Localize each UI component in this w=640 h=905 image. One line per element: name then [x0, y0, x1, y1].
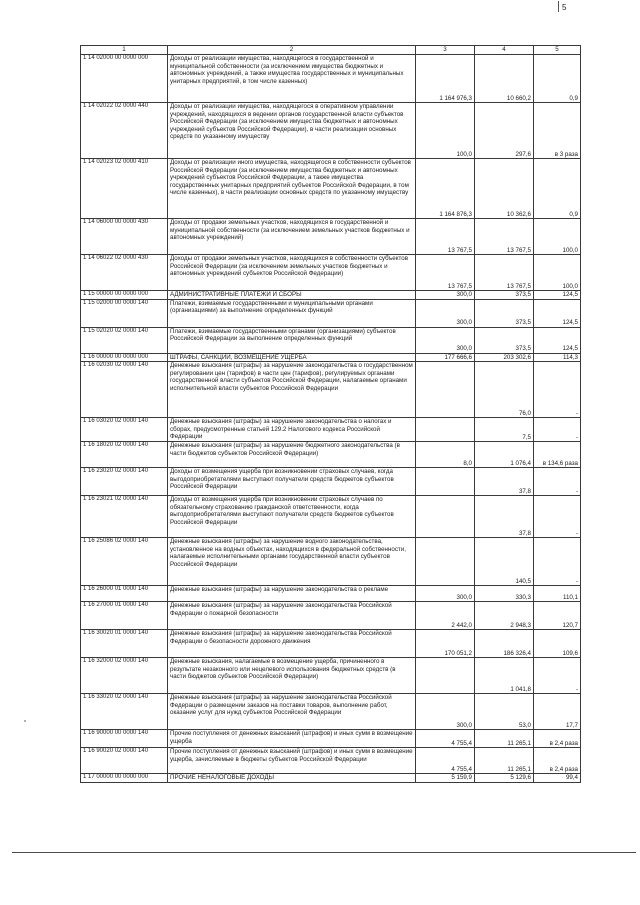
row-plan-value	[416, 468, 475, 496]
table-row	[81, 586, 581, 602]
row-actual-value: 1 076,4	[475, 442, 534, 468]
row-code: 1 14 02023 02 0000 410	[81, 159, 168, 219]
row-actual-value: 37,8	[475, 496, 534, 538]
header-col-5: 5	[534, 46, 581, 55]
table-row	[81, 658, 581, 694]
row-actual-value: 13 767,5	[475, 219, 534, 255]
row-plan-value: 300,0	[416, 291, 475, 300]
row-plan-value	[416, 418, 475, 442]
row-actual-value: 37,8	[475, 468, 534, 496]
row-percent: 17,7	[534, 694, 581, 730]
row-code: 1 14 02022 02 0000 440	[81, 103, 168, 159]
row-name: Денежные взыскания (штрафы) за нарушение законодательства Российской Федерации о размещении заказов на поставки товаров, выполнение работ, оказание услуг для нужд субъектов Российской Федерации	[168, 694, 416, 730]
row-code: 1 15 00000 00 0000 000	[81, 291, 168, 300]
row-percent: -	[534, 418, 581, 442]
row-name: Денежные взыскания (штрафы) за нарушение законодательства Российской Федерации о безопасности дорожного движения	[168, 630, 416, 658]
row-percent: 100,0	[534, 255, 581, 291]
page-number-mark	[558, 1, 559, 12]
header-col-1: 1	[81, 46, 168, 55]
row-percent: -	[534, 468, 581, 496]
row-actual-value: 13 767,5	[475, 255, 534, 291]
row-code: 1 14 06000 00 0000 430	[81, 219, 168, 255]
row-name: Денежные взыскания (штрафы) за нарушение законодательства о налогах и сборах, предусмотренные статьей 129.2 Налогового кодекса Российской Федерации	[168, 418, 416, 442]
row-name: АДМИНИСТРАТИВНЫЕ ПЛАТЕЖИ И СБОРЫ	[168, 291, 416, 300]
row-code: 1 17 00000 00 0000 000	[81, 774, 168, 783]
table-row	[81, 694, 581, 730]
row-percent: 124,5	[534, 327, 581, 353]
row-code: 1 15 02000 00 0000 140	[81, 299, 168, 327]
table-row	[81, 103, 581, 159]
row-name: Денежные взыскания (штрафы) за нарушение законодательства о государственном регулировании цен (тарифов) в части цен (тарифов), регулируемых органами государственной власти субъектов Российской Федерации, налагаемые органами исполнительной власти субъектов Российской Федерации	[168, 362, 416, 418]
row-code: 1 14 02000 00 0000 000	[81, 55, 168, 103]
row-percent: 99,4	[534, 774, 581, 783]
table-row	[81, 291, 581, 300]
row-plan-value: 5 159,9	[416, 774, 475, 783]
row-code: 1 16 18020 02 0000 140	[81, 442, 168, 468]
row-code: 1 16 27000 01 0000 140	[81, 602, 168, 630]
row-plan-value	[416, 658, 475, 694]
row-name: Доходы от реализации имущества, находящегося в государственной и муниципальной собственности (за исключением имущества бюджетных и автономных учреждений, а также имущества государственных и муниципальных унитарных предприятий, в том числе казенных)	[168, 55, 416, 103]
row-actual-value: 373,5	[475, 291, 534, 300]
row-actual-value: 11 265,1	[475, 748, 534, 774]
table-row	[81, 630, 581, 658]
row-actual-value: 53,0	[475, 694, 534, 730]
row-name: Доходы от возмещения ущерба при возникновении страховых случаев по обязательному страхованию гражданской ответственности, когда выгодоприобретателями выступают получатели средств бюджетов субъектов Российской Федерации	[168, 496, 416, 538]
header-col-2: 2	[168, 46, 416, 55]
table-row	[81, 327, 581, 353]
row-name: Доходы от реализации имущества, находящегося в оперативном управлении учреждений, находящихся в ведении органов государственной власти субъектов Российской Федерации (за исключением имущества бюджетных и автономных учреждений субъектов Российской Федерации), в части реализации основных средств по указанному имуществу	[168, 103, 416, 159]
row-code: 1 15 02020 02 0000 140	[81, 327, 168, 353]
table-row	[81, 55, 581, 103]
scan-speck	[24, 720, 26, 722]
table-row	[81, 730, 581, 748]
row-code: 1 16 26000 01 0000 140	[81, 586, 168, 602]
row-name: Доходы от продажи земельных участков, находящихся в собственности субъектов Российской Федерации (за исключением земельных участков бюджетных и автономных учреждений субъектов Российской Федерации)	[168, 255, 416, 291]
row-percent: -	[534, 538, 581, 586]
row-name: ШТРАФЫ, САНКЦИИ, ВОЗМЕЩЕНИЕ УЩЕРБА	[168, 353, 416, 362]
row-percent: 100,0	[534, 219, 581, 255]
row-code: 1 16 30020 01 0000 140	[81, 630, 168, 658]
row-name: Денежные взыскания (штрафы) за нарушение законодательства Российской Федерации о пожарной безопасности	[168, 602, 416, 630]
row-percent: 0,9	[534, 55, 581, 103]
table-header-row	[81, 46, 581, 55]
row-actual-value: 330,3	[475, 586, 534, 602]
table-row	[81, 538, 581, 586]
row-code: 1 16 02030 02 0000 140	[81, 362, 168, 418]
row-code: 1 16 90000 00 0000 140	[81, 730, 168, 748]
row-name: Денежные взыскания (штрафы) за нарушение водного законодательства, установленное на водных объектах, находящихся в федеральной собственности, налагаемые исполнительными органами государственной власти субъектов Российской Федерации	[168, 538, 416, 586]
row-percent: 0,9	[534, 159, 581, 219]
row-percent: 124,5	[534, 299, 581, 327]
row-percent: в 2,4 раза	[534, 730, 581, 748]
row-code: 1 16 23020 02 0000 140	[81, 468, 168, 496]
row-plan-value: 100,0	[416, 103, 475, 159]
row-code: 1 16 00000 00 0000 000	[81, 353, 168, 362]
table-row	[81, 255, 581, 291]
row-actual-value: 2 948,3	[475, 602, 534, 630]
row-code: 1 16 03020 02 0000 140	[81, 418, 168, 442]
row-name: Платежи, взимаемые государственными и муниципальными органами (организациями) за выполнение определенных функций	[168, 299, 416, 327]
row-plan-value: 4 755,4	[416, 748, 475, 774]
row-plan-value: 1 164 976,3	[416, 55, 475, 103]
row-actual-value: 10 660,2	[475, 55, 534, 103]
table-row	[81, 362, 581, 418]
table-row	[81, 353, 581, 362]
row-plan-value: 13 767,5	[416, 255, 475, 291]
row-percent: 124,5	[534, 291, 581, 300]
row-code: 1 16 25086 02 0000 140	[81, 538, 168, 586]
row-percent: 120,7	[534, 602, 581, 630]
row-actual-value: 10 362,6	[475, 159, 534, 219]
row-plan-value: 13 767,5	[416, 219, 475, 255]
row-plan-value	[416, 538, 475, 586]
table-row	[81, 748, 581, 774]
table-body	[81, 55, 581, 783]
row-percent: в 134,6 раза	[534, 442, 581, 468]
row-plan-value: 8,0	[416, 442, 475, 468]
row-actual-value: 140,5	[475, 538, 534, 586]
row-code: 1 14 06022 02 0000 430	[81, 255, 168, 291]
row-code: 1 16 90020 02 0000 140	[81, 748, 168, 774]
row-name: Денежные взыскания (штрафы) за нарушение законодательства о рекламе	[168, 586, 416, 602]
row-name: Доходы от реализации иного имущества, находящегося в собственности субъектов Российской Федерации (за исключением имущества бюджетных и автономных учреждений субъектов Российской Федерации, а также имущества государственных унитарных предприятий субъектов Российской Федерации, в том числе казенных), в части реализации основных средств по указанному имуществу	[168, 159, 416, 219]
table-row	[81, 159, 581, 219]
row-plan-value: 4 755,4	[416, 730, 475, 748]
row-actual-value: 7,5	[475, 418, 534, 442]
row-plan-value: 300,0	[416, 586, 475, 602]
row-percent: -	[534, 362, 581, 418]
row-percent: 114,3	[534, 353, 581, 362]
row-plan-value: 177 666,6	[416, 353, 475, 362]
row-percent: 110,1	[534, 586, 581, 602]
row-name: Прочие поступления от денежных взысканий (штрафов) и иных сумм в возмещение ущерба	[168, 730, 416, 748]
row-plan-value: 2 442,0	[416, 602, 475, 630]
row-actual-value: 203 302,6	[475, 353, 534, 362]
row-actual-value: 373,5	[475, 327, 534, 353]
row-actual-value: 11 265,1	[475, 730, 534, 748]
row-name: Денежные взыскания, налагаемые в возмещение ущерба, причиненного в результате незаконного или нецелевого использования бюджетных средств (в части бюджетов субъектов Российской Федерации)	[168, 658, 416, 694]
page-bottom-rule	[12, 852, 636, 853]
row-plan-value: 300,0	[416, 694, 475, 730]
row-name: Прочие поступления от денежных взысканий (штрафов) и иных сумм в возмещение ущерба, зачисляемые в бюджеты субъектов Российской Федерации	[168, 748, 416, 774]
row-plan-value: 1 164 876,3	[416, 159, 475, 219]
row-plan-value: 170 051,2	[416, 630, 475, 658]
page-number: 5	[562, 3, 567, 12]
row-code: 1 16 23021 02 0000 140	[81, 496, 168, 538]
row-actual-value: 76,0	[475, 362, 534, 418]
row-actual-value: 5 129,6	[475, 774, 534, 783]
table-row	[81, 219, 581, 255]
row-actual-value: 373,5	[475, 299, 534, 327]
table-row	[81, 418, 581, 442]
table-row	[81, 468, 581, 496]
table-row	[81, 442, 581, 468]
row-actual-value: 186 326,4	[475, 630, 534, 658]
row-percent: в 3 раза	[534, 103, 581, 159]
table-row	[81, 774, 581, 783]
revenue-table	[80, 45, 581, 783]
row-code: 1 16 32000 02 0000 140	[81, 658, 168, 694]
row-percent: в 2,4 раза	[534, 748, 581, 774]
row-name: Доходы от продажи земельных участков, находящихся в государственной и муниципальной собственности (за исключением земельных участков бюджетных и автономных учреждений)	[168, 219, 416, 255]
row-percent: 109,6	[534, 630, 581, 658]
row-percent: -	[534, 496, 581, 538]
table-row	[81, 299, 581, 327]
row-name: Денежные взыскания (штрафы) за нарушение бюджетного законодательства (в части бюджетов субъектов Российской Федерации)	[168, 442, 416, 468]
row-actual-value: 1 041,8	[475, 658, 534, 694]
row-plan-value	[416, 496, 475, 538]
row-name: Доходы от возмещения ущерба при возникновении страховых случаев, когда выгодоприобретателями выступают получатели средств бюджетов субъектов Российской Федерации	[168, 468, 416, 496]
row-actual-value: 297,6	[475, 103, 534, 159]
header-col-3: 3	[416, 46, 475, 55]
row-name: Платежи, взимаемые государственными органами (организациями) субъектов Российской Федерации за выполнение определенных функций	[168, 327, 416, 353]
row-plan-value	[416, 362, 475, 418]
row-plan-value: 300,0	[416, 299, 475, 327]
table-row	[81, 496, 581, 538]
table-row	[81, 602, 581, 630]
row-percent: -	[534, 658, 581, 694]
header-col-4: 4	[475, 46, 534, 55]
row-name: ПРОЧИЕ НЕНАЛОГОВЫЕ ДОХОДЫ	[168, 774, 416, 783]
row-code: 1 16 33020 02 0000 140	[81, 694, 168, 730]
row-plan-value: 300,0	[416, 327, 475, 353]
